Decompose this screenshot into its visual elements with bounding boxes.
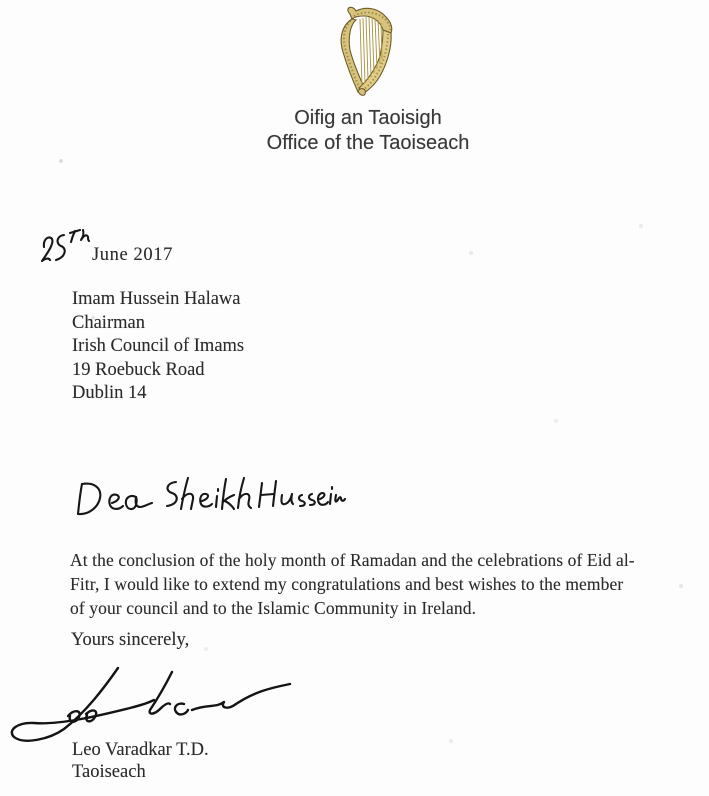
org-name-irish: Oifig an Taoisigh bbox=[294, 107, 442, 129]
body-line: At the conclusion of the holy month of Ramadan and the celebrations of Eid al- bbox=[70, 550, 635, 570]
address-line: 19 Roebuck Road bbox=[72, 359, 205, 380]
scan-speckles bbox=[0, 0, 2, 2]
address-line: Chairman bbox=[72, 312, 145, 333]
body-line: of your council and to the Islamic Community in Ireland. bbox=[70, 598, 477, 618]
letterhead bbox=[336, 6, 400, 103]
date-text: June 2017 bbox=[92, 245, 173, 265]
address-line: Dublin 14 bbox=[72, 383, 147, 403]
signatory-title: Taoiseach bbox=[72, 762, 146, 782]
handwritten-date-day bbox=[36, 221, 94, 274]
address-line: Irish Council of Imams bbox=[72, 336, 245, 356]
valediction: Yours sincerely, bbox=[71, 630, 190, 650]
salutation-handwriting bbox=[72, 476, 348, 524]
recipient-address bbox=[72, 288, 244, 406]
signatory-block bbox=[72, 739, 209, 783]
signature-scrawl bbox=[2, 664, 294, 748]
handwritten-25th bbox=[36, 221, 94, 269]
irish-harp-emblem-icon bbox=[336, 6, 400, 98]
body-line: Fitr, I would like to extend my congratulations and best wishes to the member bbox=[70, 574, 624, 594]
org-name-english: Office of the Taoiseach bbox=[266, 132, 470, 154]
signatory-name: Leo Varadkar T.D. bbox=[72, 740, 209, 760]
body-paragraph bbox=[70, 548, 635, 620]
address-line: Imam Hussein Halawa bbox=[72, 289, 241, 309]
letterhead-org-names bbox=[267, 106, 470, 156]
